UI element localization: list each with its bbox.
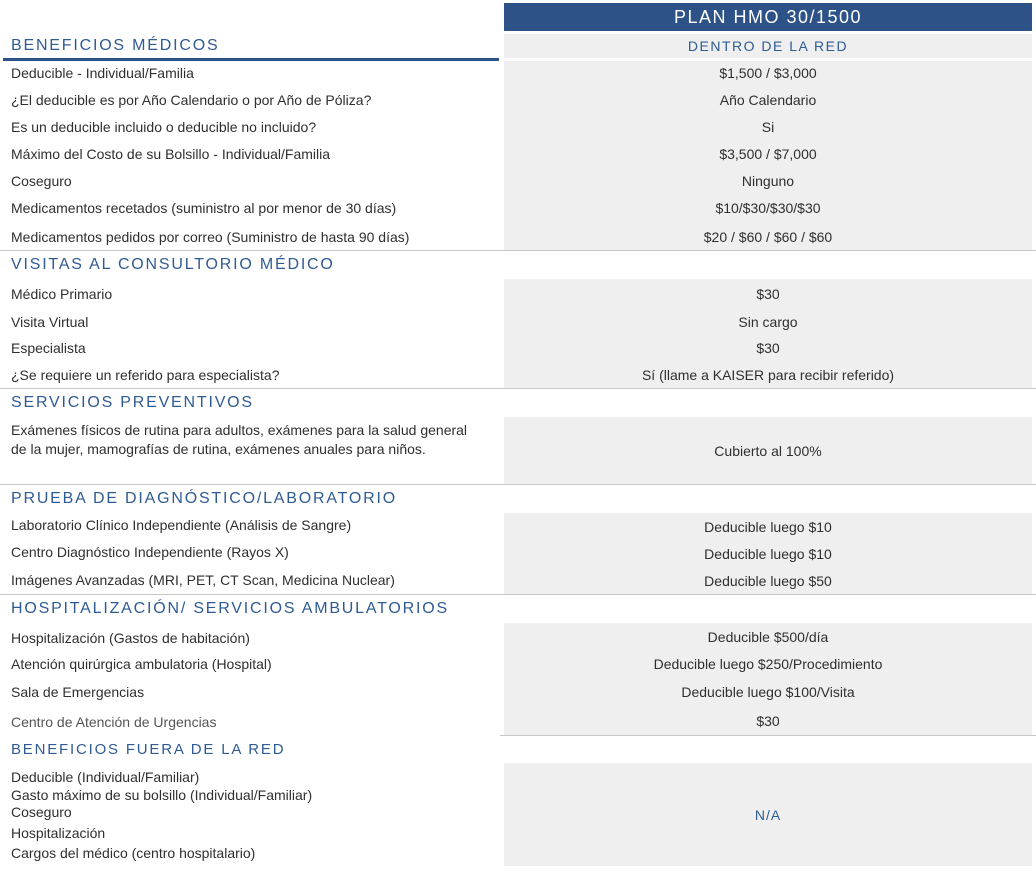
row-value: Sin cargo — [738, 314, 798, 330]
row-label: Sala de Emergencias — [11, 684, 145, 700]
row-label: ¿El deducible es por Año Calendario o por Año de Póliza? — [11, 92, 372, 108]
row-value: $30 — [756, 340, 780, 356]
plan-header: PLAN HMO 30/1500 — [504, 3, 1032, 31]
section-title-preventive-services: SERVICIOS PREVENTIVOS — [11, 394, 254, 411]
row-value: Si — [761, 119, 775, 135]
row-label: Exámenes físicos de rutina para adultos, exámenes para la salud general de la mujer, mamografías de rutina, exámenes anuales para niños. — [11, 422, 468, 457]
row-label: Gasto máximo de su bolsillo (Individual/Familiar) — [11, 787, 313, 803]
row-value: $10/$30/$30/$30 — [715, 200, 821, 216]
row-value: $3,500 / $7,000 — [719, 146, 817, 162]
row-value: Deducible luego $100/Visita — [681, 684, 855, 700]
divider — [0, 388, 1036, 389]
network-header: DENTRO DE LA RED — [504, 34, 1032, 58]
row-label: Deducible - Individual/Familia — [11, 65, 194, 81]
section-title-diagnostic-lab: PRUEBA DE DIAGNÓSTICO/LABORATORIO — [11, 490, 397, 507]
row-value: Ninguno — [741, 173, 795, 189]
row-value: $1,500 / $3,000 — [719, 65, 817, 81]
row-label: Hospitalización — [11, 825, 106, 841]
section-title-hospitalization: HOSPITALIZACIÓN/ SERVICIOS AMBULATORIOS — [11, 600, 449, 617]
row-label: Hospitalización (Gastos de habitación) — [11, 630, 250, 646]
row-label: Coseguro — [11, 173, 72, 189]
divider — [0, 250, 1036, 251]
row-value: Deducible luego $10 — [704, 546, 832, 562]
row-value: N/A — [754, 807, 782, 823]
section-title-out-of-network: BENEFICIOS FUERA DE LA RED — [11, 740, 286, 758]
row-value: Sí (llame a KAISER para recibir referido) — [641, 367, 895, 383]
row-label: Visita Virtual — [11, 314, 89, 330]
row-value: Deducible $500/día — [707, 629, 829, 645]
row-label: Laboratorio Clínico Independiente (Análisis de Sangre) — [11, 517, 352, 533]
row-label: Máximo del Costo de su Bolsillo - Individual/Familia — [11, 146, 331, 162]
row-label: Atención quirúrgica ambulatoria (Hospital) — [11, 656, 272, 672]
row-value: $30 — [756, 286, 780, 302]
row-value: Deducible luego $250/Procedimiento — [653, 656, 883, 672]
row-value: Cubierto al 100% — [714, 443, 822, 459]
row-value: Deducible luego $10 — [704, 519, 832, 535]
row-label: Es un deducible incluido o deducible no incluido? — [11, 119, 317, 135]
row-label: Imágenes Avanzadas (MRI, PET, CT Scan, Medicina Nuclear) — [11, 572, 395, 588]
section-title-medical-benefits: BENEFICIOS MÉDICOS — [11, 37, 220, 54]
row-label: Deducible (Individual/Familiar) — [11, 769, 200, 785]
row-label: Cargos del médico (centro hospitalario) — [11, 845, 256, 861]
section-rule — [3, 58, 499, 61]
divider — [0, 594, 1036, 595]
row-label: Medicamentos pedidos por correo (Suministro de hasta 90 días) — [11, 229, 410, 245]
row-value: $30 — [756, 713, 780, 729]
row-value: Deducible luego $50 — [704, 573, 832, 589]
section-title-office-visits: VISITAS AL CONSULTORIO MÉDICO — [11, 256, 335, 273]
row-label: Especialista — [11, 340, 86, 356]
row-label: ¿Se requiere un referido para especialista? — [11, 367, 280, 383]
row-value: $20 / $60 / $60 / $60 — [703, 229, 833, 245]
row-label: Médico Primario — [11, 286, 113, 302]
row-label: Coseguro — [11, 804, 72, 820]
row-label: Centro de Atención de Urgencias — [11, 714, 217, 730]
row-label: Medicamentos recetados (suministro al por menor de 30 días) — [11, 200, 397, 216]
divider — [0, 484, 1036, 485]
divider — [500, 735, 1036, 736]
row-value: Año Calendario — [719, 92, 817, 108]
row-label: Centro Diagnóstico Independiente (Rayos X) — [11, 544, 289, 560]
